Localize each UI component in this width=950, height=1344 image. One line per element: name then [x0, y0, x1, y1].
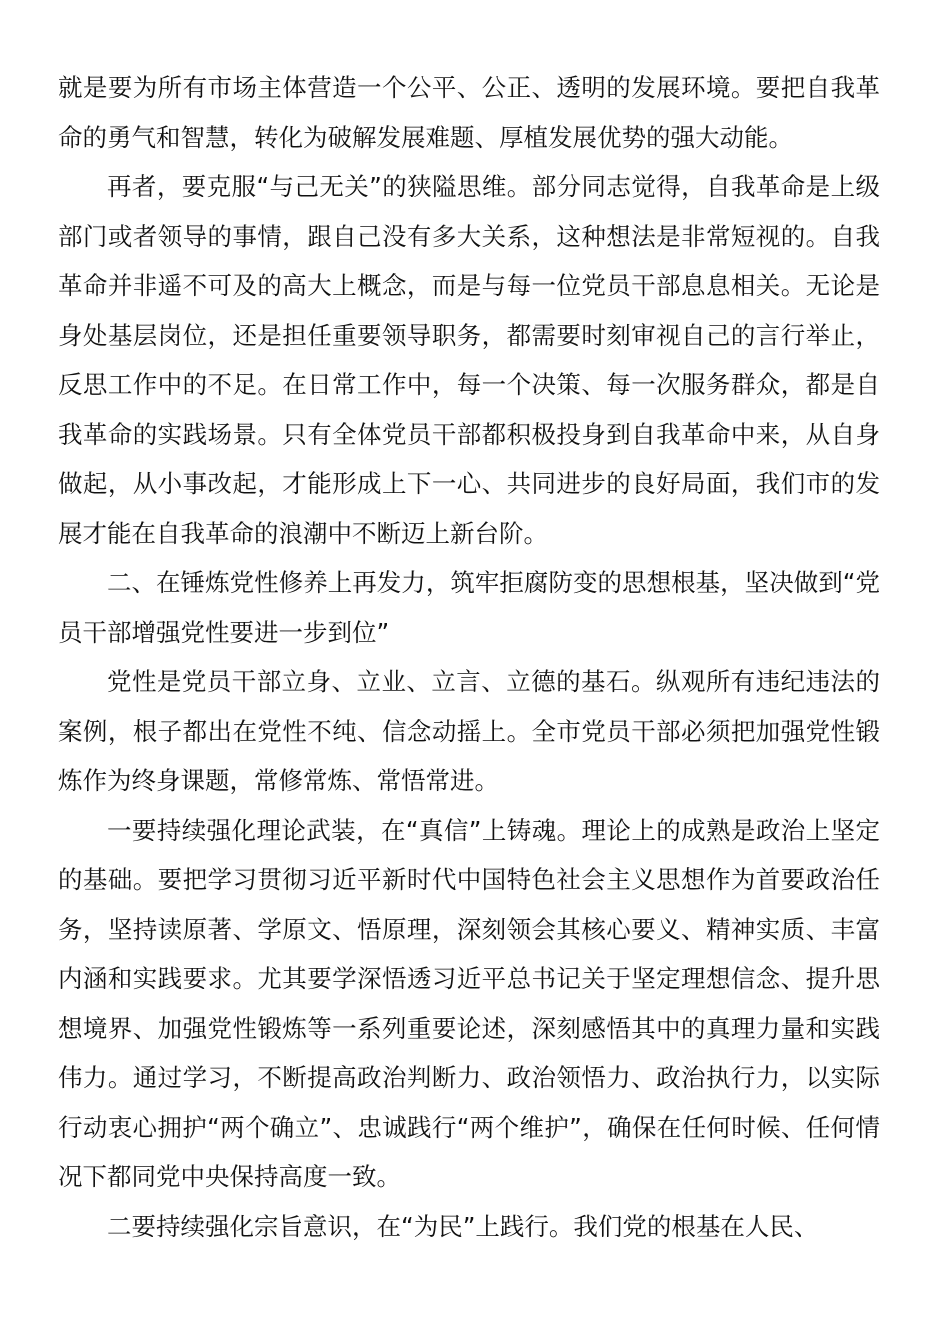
- paragraph-2: 再者，要克服“与己无关”的狭隘思维。部分同志觉得，自我革命是上级部门或者领导的事情，跟自己没有多大关系，这种想法是非常短视的。自我革命并非遥不可及的高大上概念，而是与每一位党员干部息息相关。无论是身处基层岗位，还是担任重要领导职务，都需要时刻审视自己的言行举止，反思工作中的不足。在日常工作中，每一个决策、每一次服务群众，都是自我革命的实践场景。只有全体党员干部都积极投身到自我革命中来，从自身做起，从小事改起，才能形成上下一心、共同进步的良好局面，我们市的发展才能在自我革命的浪潮中不断迈上新台阶。: [58, 172, 880, 548]
- paragraph-4: 一要持续强化理论武装，在“真信”上铸魂。理论上的成熟是政治上坚定的基础。要把学习贯彻习近平新时代中国特色社会主义思想作为首要政治任务，坚持读原著、学原文、悟原理，深刻领会其核心要义、精神实质、丰富内涵和实践要求。尤其要学深悟透习近平总书记关于坚定理想信念、提升思想境界、加强党性锻炼等一系列重要论述，深刻感悟其中的真理力量和实践伟力。通过学习，不断提高政治判断力、政治领悟力、政治执行力，以实际行动衷心拥护“两个确立”、忠诚践行“两个维护”，确保在任何时候、任何情况下都同党中央保持高度一致。: [58, 815, 880, 1191]
- document-page: [58, 63, 880, 1251]
- paragraph-3: 党性是党员干部立身、立业、立言、立德的基石。纵观所有违纪违法的案例，根子都出在党性不纯、信念动摇上。全市党员干部必须把加强党性锻炼作为终身课题，常修常炼、常悟常进。: [58, 667, 880, 795]
- section-heading-2: 二、在锤炼党性修养上再发力，筑牢拒腐防变的思想根基，坚决做到“党员干部增强党性要进一步到位”: [58, 568, 880, 647]
- paragraph-5: 二要持续强化宗旨意识，在“为民”上践行。我们党的根基在人民、: [107, 1211, 819, 1241]
- paragraph-1: 就是要为所有市场主体营造一个公平、公正、透明的发展环境。要把自我革命的勇气和智慧，转化为破解发展难题、厚植发展优势的强大动能。: [58, 73, 880, 152]
